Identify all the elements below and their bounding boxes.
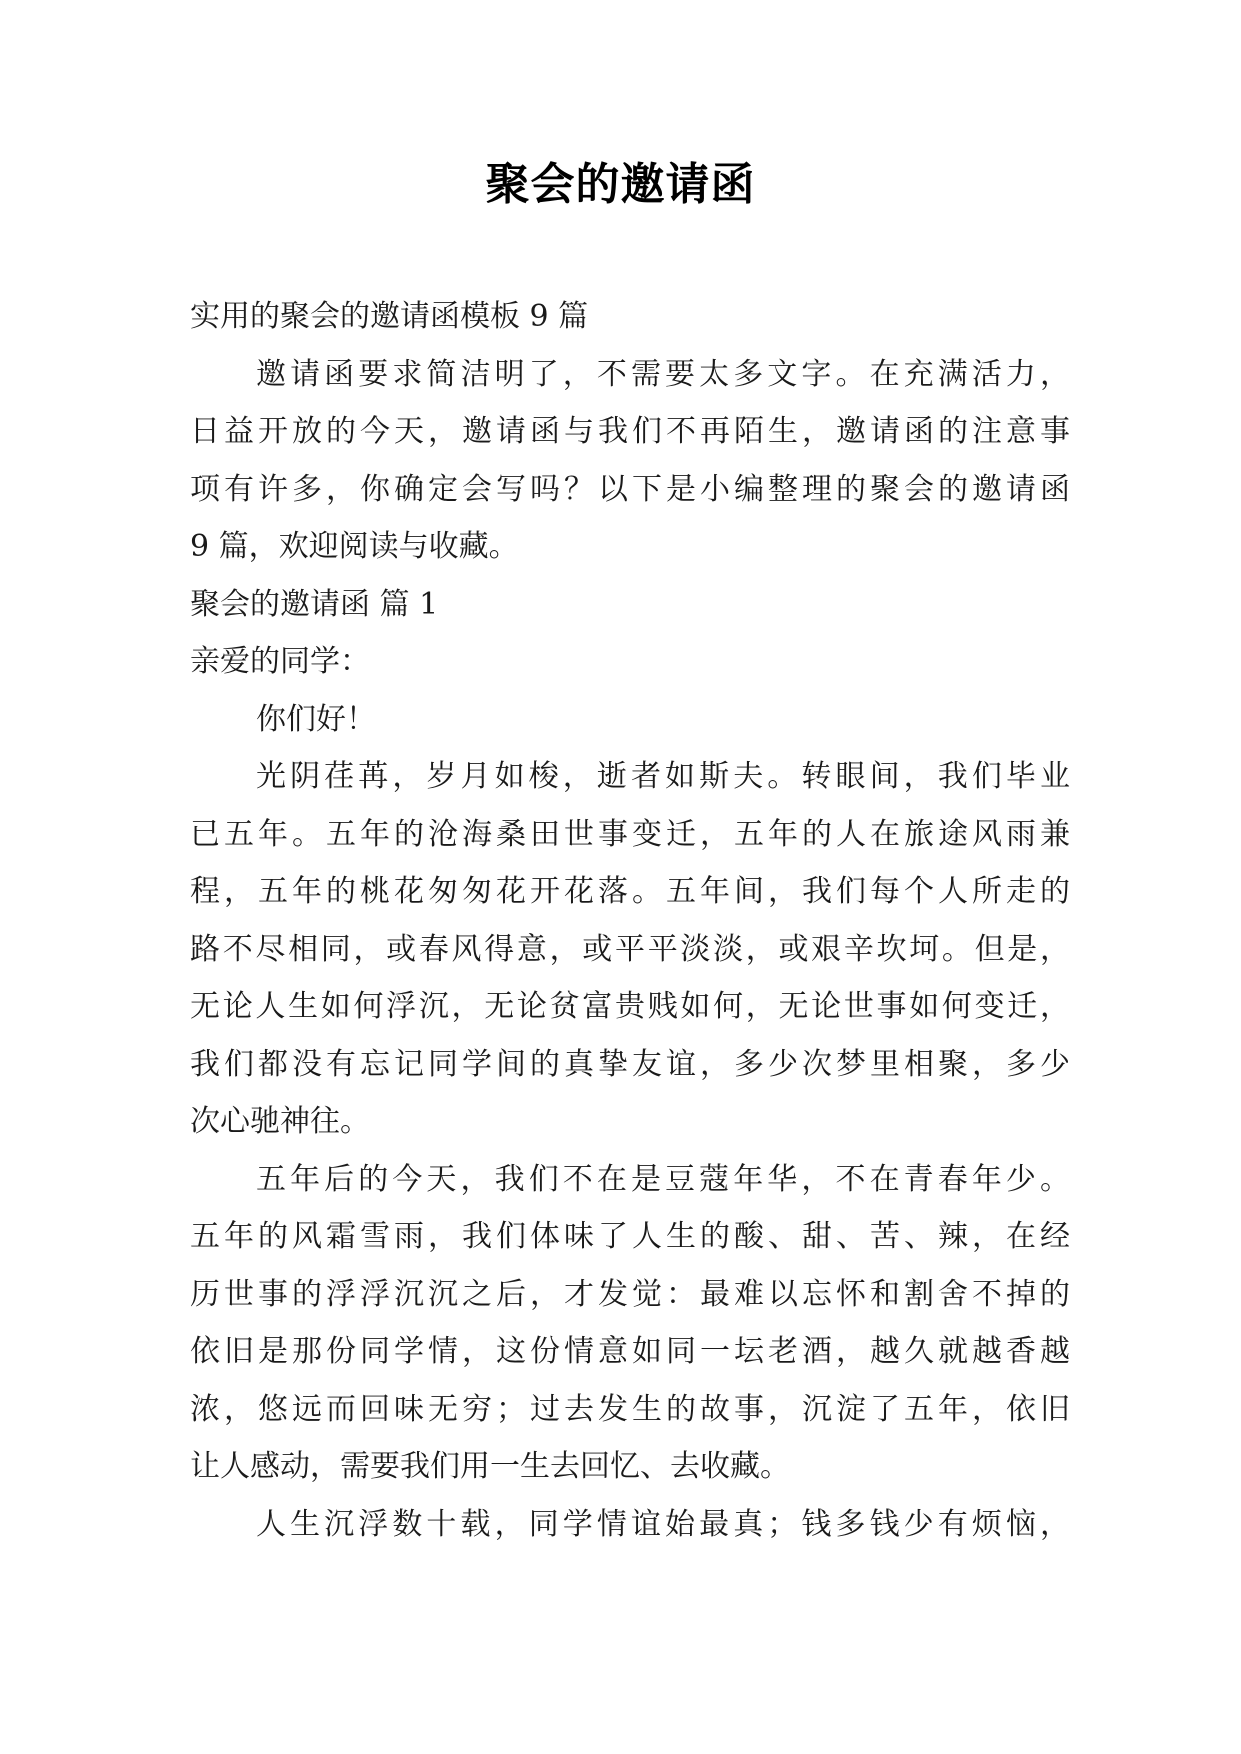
body-line: 已五年。五年的沧海桑田世事变迁，五年的人在旅途风雨兼: [190, 816, 1070, 852]
body-line: 实用的聚会的邀请函模板 9 篇: [190, 299, 589, 334]
body-line: 让人感动，需要我们用一生去回忆、去收藏。: [190, 1449, 790, 1484]
body-line: 浓，悠远而回味无穷；过去发生的故事，沉淀了五年，依旧: [190, 1391, 1070, 1427]
body-line: 9 篇，欢迎阅读与收藏。: [190, 529, 519, 564]
greeting: 你们好！: [256, 701, 376, 737]
body-line: 五年的风霜雪雨，我们体味了人生的酸、甜、苦、辣，在经: [190, 1219, 1070, 1254]
body-line: 无论人生如何浮沉，无论贫富贵贱如何，无论世事如何变迁，: [190, 989, 1070, 1024]
salutation: 亲爱的同学：: [190, 644, 370, 679]
document-title: 聚会的邀请函: [485, 159, 756, 210]
body-line: 次心驰神往。: [190, 1104, 370, 1139]
body-line: 人生沉浮数十载，同学情谊始最真；钱多钱少有烦恼，: [256, 1506, 1070, 1542]
body-line: 历世事的浮浮沉沉之后，才发觉：最难以忘怀和割舍不掉的: [190, 1276, 1070, 1312]
body-line: 路不尽相同，或春风得意，或平平淡淡，或艰辛坎坷。但是，: [190, 931, 1070, 967]
section-heading: 聚会的邀请函 篇 1: [190, 586, 439, 622]
body-line: 光阴荏苒，岁月如梭，逝者如斯夫。转眼间，我们毕业: [256, 759, 1070, 794]
body-line: 五年后的今天，我们不在是豆蔻年华，不在青春年少。: [256, 1161, 1070, 1197]
body-line: 项有许多，你确定会写吗？以下是小编整理的聚会的邀请函: [190, 471, 1070, 507]
body-line: 邀请函要求简洁明了，不需要太多文字。在充满活力，: [256, 356, 1070, 392]
document-body: [190, 288, 1070, 1553]
body-line: 我们都没有忘记同学间的真挚友谊，多少次梦里相聚，多少: [190, 1046, 1070, 1082]
body-line: 依旧是那份同学情，这份情意如同一坛老酒，越久就越香越: [190, 1334, 1070, 1369]
body-line: 日益开放的今天，邀请函与我们不再陌生，邀请函的注意事: [190, 414, 1070, 449]
body-line: 程，五年的桃花匆匆花开花落。五年间，我们每个人所走的: [190, 874, 1070, 909]
